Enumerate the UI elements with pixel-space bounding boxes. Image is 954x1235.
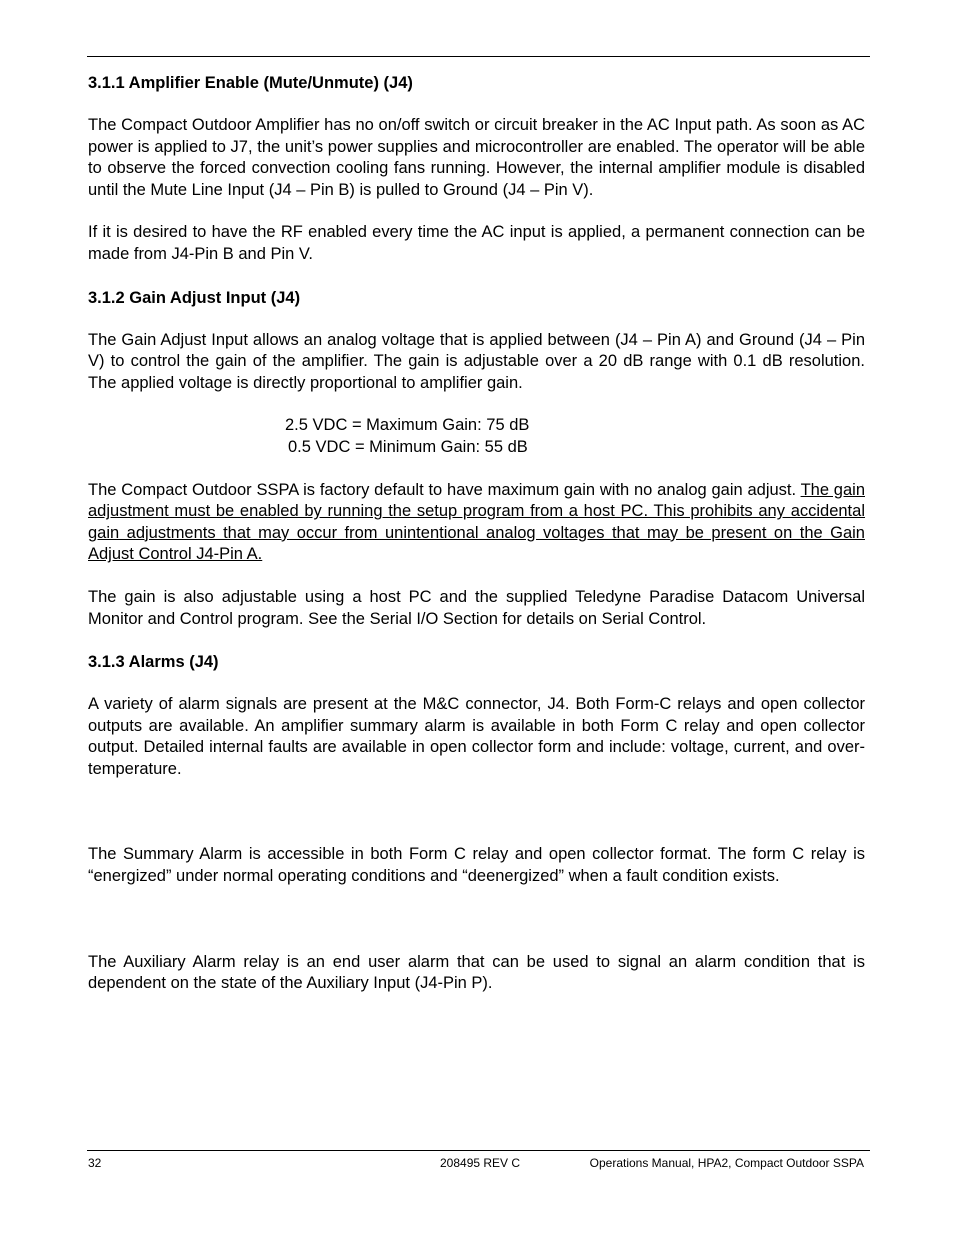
paragraph-alarms-1: A variety of alarm signals are present at the M&C connector, J4. Both Form-C relays and open collector outputs are available. An amplifier summary alarm is available in both Form C relay and open collector output. Detailed internal faults are available in open collector form and include: voltage, current, and over-temperature. xyxy=(88,695,865,778)
paragraph-amplifier-enable-1: The Compact Outdoor Amplifier has no on/off switch or circuit breaker in the AC Input path. As soon as AC power is applied to J7, the unit’s power supplies and microcontroller are enabled. The operator will be able to observe the forced convection cooling fans running. However, the internal amplifier module is disabled until the Mute Line Input (J4 – Pin B) is pulled to Ground (J4 – Pin V). xyxy=(88,116,865,199)
paragraph-gain-adjust-2 xyxy=(88,480,865,566)
gain-equations xyxy=(88,415,865,458)
page-footer xyxy=(88,1155,864,1173)
blank-space xyxy=(88,909,865,952)
equation-max-gain: 2.5 VDC = Maximum Gain: 75 dB xyxy=(285,416,530,435)
section-heading-alarms: 3.1.3 Alarms (J4) xyxy=(88,653,219,672)
document-revision: 208495 REV C xyxy=(440,1156,521,1170)
header-rule xyxy=(87,56,870,57)
paragraph-amplifier-enable-2: If it is desired to have the RF enabled every time the AC input is applied, a permanent connection can be made from J4-Pin B and Pin V. xyxy=(88,223,865,263)
section-heading-gain-adjust: 3.1.2 Gain Adjust Input (J4) xyxy=(88,288,301,307)
footer-rule xyxy=(87,1150,870,1151)
paragraph-alarms-summary: The Summary Alarm is accessible in both Form C relay and open collector format. The form C relay is “energized” under normal operating conditions and “deenergized” when a fault condition exists. xyxy=(88,845,865,886)
blank-space xyxy=(88,801,865,844)
section-heading-amplifier-enable: 3.1.1 Amplifier Enable (Mute/Unmute) (J4) xyxy=(88,74,413,92)
page-content xyxy=(88,72,865,1016)
document-title: Operations Manual, HPA2, Compact Outdoor SSPA xyxy=(589,1156,864,1170)
page-number: 32 xyxy=(88,1156,102,1170)
paragraph-gain-adjust-2-underlined: The gain adjustment must be enabled by running the setup program from a host PC. This prohibits any accidental gain adjustments that may occur from unintentional analog voltages that may be present on the Gain Adjust Control J4-Pin A. xyxy=(88,480,865,564)
paragraph-gain-adjust-1: The Gain Adjust Input allows an analog voltage that is applied between (J4 – Pin A) and Ground (J4 – Pin V) to control the gain of the amplifier. The gain is adjustable over a 20 dB range with 0.1 dB resolution. The applied voltage is directly proportional to amplifier gain. xyxy=(88,330,865,392)
equation-min-gain: 0.5 VDC = Minimum Gain: 55 dB xyxy=(288,437,528,456)
paragraph-gain-adjust-3: The gain is also adjustable using a host PC and the supplied Teledyne Paradise Datacom Universal Monitor and Control program. See the Serial I/O Section for details on Serial Control. xyxy=(88,587,865,628)
paragraph-gain-adjust-2-plain: The Compact Outdoor SSPA is factory default to have maximum gain with no analog gain adjust. xyxy=(88,480,801,499)
paragraph-alarms-auxiliary: The Auxiliary Alarm relay is an end user alarm that can be used to signal an alarm condition that is dependent on the state of the Auxiliary Input (J4-Pin P). xyxy=(88,952,865,993)
